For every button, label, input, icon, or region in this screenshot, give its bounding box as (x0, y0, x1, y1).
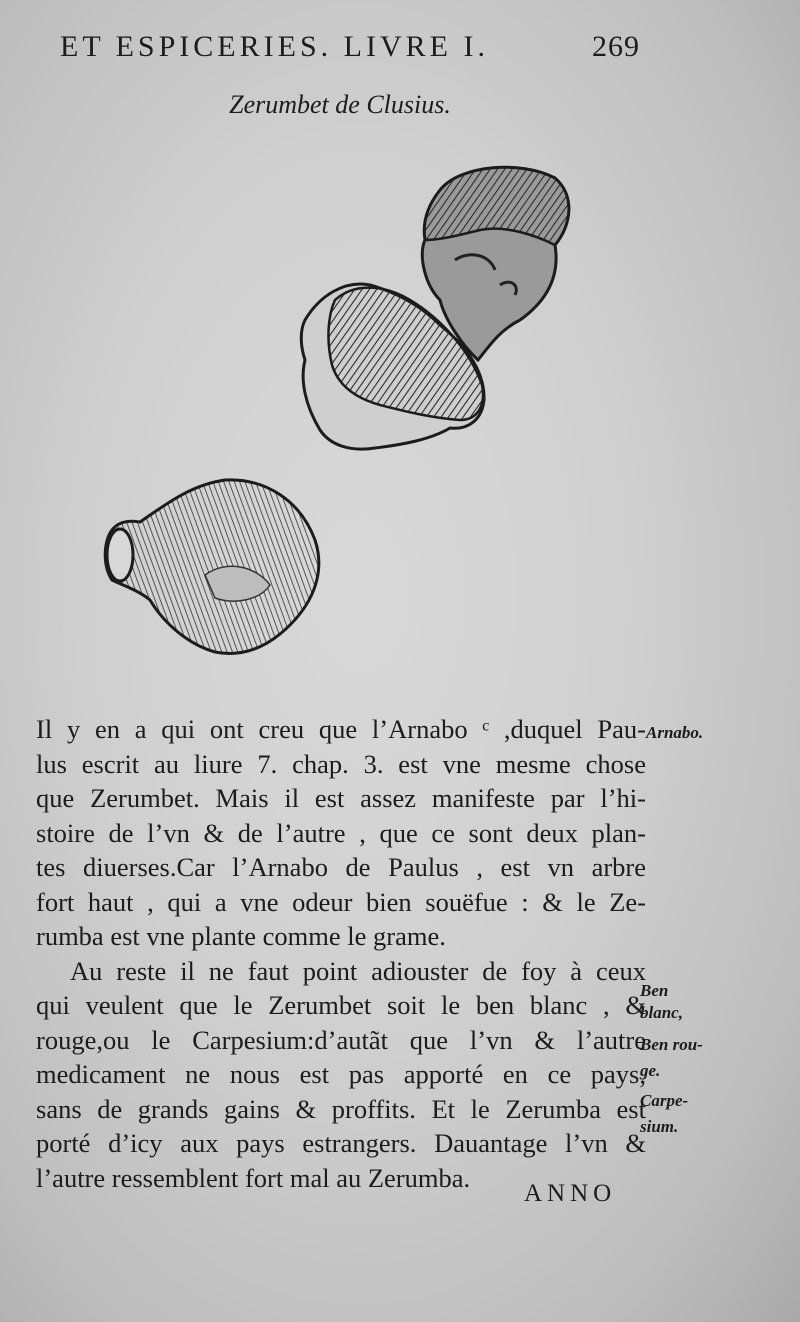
margin-note-carpesium: sium. (640, 1117, 679, 1136)
catchword: ANNO (524, 1180, 617, 1207)
text-line: sans de grands gains & proffits. Et le Zerumba est (36, 1093, 646, 1124)
text-line: rumba est vne plante comme le grame. (36, 921, 446, 951)
text-line: rouge,ou le Carpesium:d’autãt que l’vn & l’autre (36, 1024, 646, 1055)
text-line: Il y en a qui ont creu que l’Arnabo ᶜ ,duquel Pau- (36, 714, 646, 744)
margin-note-ben: Ben (640, 981, 669, 1000)
text-line: Au reste il ne faut point adiouster de foy à ceux (70, 955, 646, 986)
text-line: l’autre ressemblent fort mal au Zerumba. (36, 1162, 471, 1193)
margin-note-arnabo: Arnabo. (646, 723, 704, 742)
margin-note-ben: ge. (640, 1061, 661, 1080)
margin-note-carpesium: Carpe- (640, 1091, 689, 1110)
text-line: stoire de l’vn & de l’autre , que ce sont deux plan- (36, 817, 646, 848)
text-line: qui veulent que le Zerumbet soit le ben blanc , & (36, 990, 646, 1020)
text-line: lus escrit au liure 7. chap. 3. est vne mesme chose (36, 748, 646, 779)
body-text (36, 712, 646, 1195)
running-title: ET ESPICERIES. LIVRE I. (60, 30, 489, 63)
text-line: medicament ne nous est pas apporté en ce pays, (36, 1059, 646, 1089)
root-drawing-bottom (105, 480, 319, 654)
text-line: fort haut , qui a vne odeur bien souëfue : & le Ze- (36, 886, 646, 917)
margin-note-ben: Ben rou- (640, 1035, 703, 1054)
text-line: porté d’icy aux pays estrangers. Dauantage l’vn & (36, 1128, 646, 1158)
figure-caption: Zerumbet de Clusius. (229, 90, 451, 119)
page-number: 269 (592, 30, 640, 63)
margin-note-ben: blanc, (640, 1003, 683, 1022)
text-line: que Zerumbet. Mais il est assez manifeste par l’hi- (36, 783, 646, 813)
text-line: tes diuerses.Car l’Arnabo de Paulus , est vn arbre (36, 852, 646, 882)
